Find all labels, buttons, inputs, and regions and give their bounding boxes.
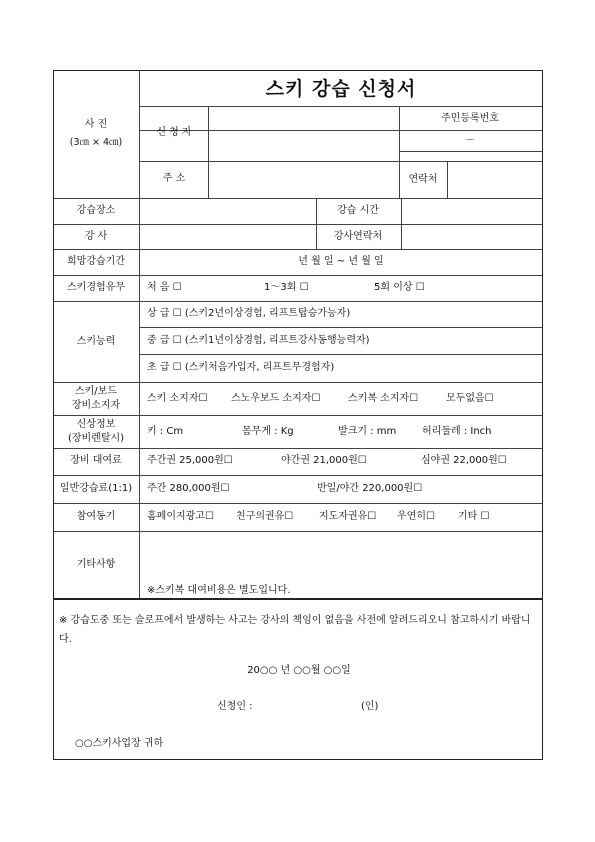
period-label: 희망강습기간 (67, 256, 125, 267)
period-field[interactable]: 년 월 일 ~ 년 월 일 (298, 256, 384, 267)
motive-instructor[interactable]: 지도자권유☐ (319, 511, 377, 522)
applicant-signature-field[interactable] (274, 695, 354, 715)
waist-field[interactable]: 허리둘레 : Inch (422, 426, 492, 437)
lesson-time-label: 강습 시간 (337, 205, 379, 216)
application-date: 20○○ 년 ○○월 ○○일 (247, 665, 351, 676)
id-number-field[interactable]: － (465, 135, 475, 146)
equipment-skiwear[interactable]: 스키복 소지자☐ (348, 393, 419, 404)
applicant-signature-label: 신청인 : (217, 701, 253, 712)
equipment-ski[interactable]: 스키 소지자☐ (147, 393, 208, 404)
photo-size: (3㎝ × 4㎝) (69, 137, 123, 148)
body-info-label-line2: (장비렌탈시) (67, 433, 125, 444)
rental-note: ※스키복 대여비용은 별도입니다. (147, 585, 291, 596)
motive-label: 참여동기 (76, 511, 116, 522)
equipment-snowboard[interactable]: 스노우보드 소지자☐ (231, 393, 321, 404)
application-form (53, 70, 543, 760)
ability-advanced[interactable]: 상 급 ☐ (스키2년이상경험, 리프트탑승가능자) (147, 308, 351, 319)
tuition-label: 일반강습료(1:1) (59, 483, 133, 494)
id-number-label: 주민등록번호 (441, 113, 499, 124)
seal-mark: (인) (361, 701, 379, 712)
photo-label: 사 진 (84, 119, 108, 130)
lesson-place-field[interactable] (144, 201, 312, 221)
contact-label: 연락처 (408, 174, 438, 185)
tuition-half-day[interactable]: 반일/야간 220,000원☐ (317, 483, 423, 494)
applicant-name-label: 신 청 자 (156, 127, 192, 138)
motive-chance[interactable]: 우연히☐ (397, 511, 435, 522)
instructor-field[interactable] (144, 227, 312, 247)
other-field[interactable] (144, 536, 538, 576)
lesson-place-label: 강습장소 (76, 205, 116, 216)
instructor-contact-label: 강사연락처 (333, 231, 383, 242)
experience-option-5plus[interactable]: 5회 이상 ☐ (374, 282, 425, 293)
other-label: 기타사항 (76, 559, 116, 570)
rental-late-night[interactable]: 심야권 22,000원☐ (421, 455, 507, 466)
contact-field[interactable] (452, 165, 538, 193)
rental-night[interactable]: 야간권 21,000원☐ (281, 455, 367, 466)
equipment-none[interactable]: 모두없음☐ (446, 393, 494, 404)
notice-text: ※ 강습도중 또는 슬로프에서 발생하는 사고는 강사의 책임이 없음을 사전에 알려드리오니 참고하시기 바랍니다. (59, 615, 531, 645)
motive-homepage[interactable]: 홈페이지광고☐ (147, 511, 214, 522)
lesson-time-field[interactable] (406, 201, 538, 221)
rental-day[interactable]: 주간권 25,000원☐ (147, 455, 233, 466)
body-info-label-line1: 신상정보 (76, 419, 116, 430)
rental-label: 장비 대여료 (70, 455, 122, 466)
equipment-label-line2: 장비소지자 (71, 400, 121, 411)
ability-beginner[interactable]: 초 급 ☐ (스키처음가입자, 리프트무경험자) (147, 362, 335, 373)
instructor-contact-field[interactable] (406, 227, 538, 247)
motive-friend[interactable]: 친구의권유☐ (236, 511, 294, 522)
address-field[interactable] (214, 165, 394, 193)
ability-label: 스키능력 (76, 336, 116, 347)
applicant-name-field[interactable] (214, 121, 394, 149)
ability-intermediate[interactable]: 중 급 ☐ (스키1년이상경험, 리프트강사동행능력자) (147, 335, 370, 346)
experience-option-first[interactable]: 처 음 ☐ (147, 282, 182, 293)
foot-size-field[interactable]: 발크기 : mm (338, 426, 397, 437)
instructor-label: 강 사 (84, 231, 108, 242)
recipient: ○○스키사업장 귀하 (75, 738, 164, 749)
experience-option-1-3[interactable]: 1～3회 ☐ (264, 282, 309, 293)
weight-field[interactable]: 몸무게 : Kg (242, 426, 294, 437)
form-title: 스키 강습 신청서 (265, 78, 417, 100)
height-field[interactable]: 키 : Cm (147, 426, 184, 437)
tuition-day[interactable]: 주간 280,000원☐ (147, 483, 230, 494)
experience-label: 스키경험유무 (67, 282, 125, 293)
equipment-label-line1: 스키/보드 (74, 386, 118, 397)
motive-other[interactable]: 기타 ☐ (458, 511, 490, 522)
address-label: 주 소 (162, 173, 186, 184)
